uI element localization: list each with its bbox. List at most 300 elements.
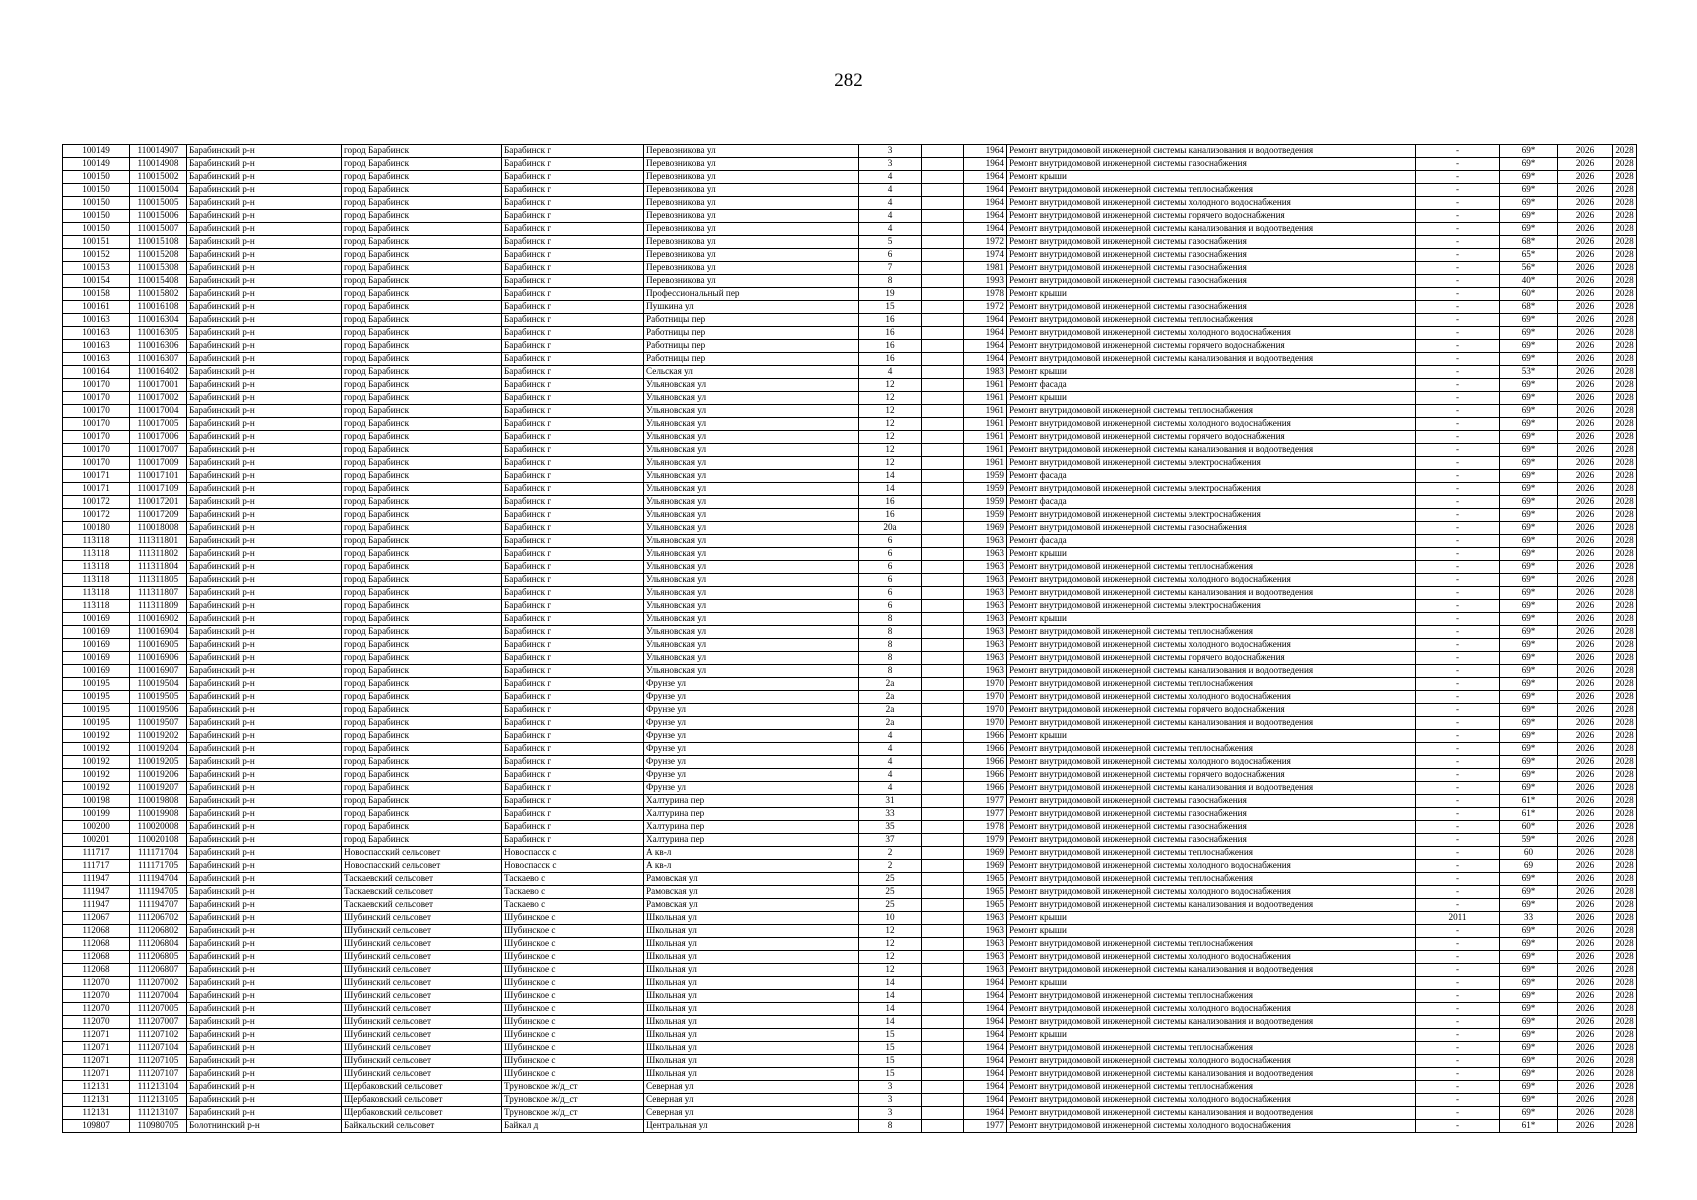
- cell-district: Барабинский р-н: [187, 483, 342, 496]
- cell-plan-start-year: 2026: [1558, 1120, 1613, 1133]
- cell-settlement: Байкал д: [502, 1120, 644, 1133]
- cell-building: [922, 717, 964, 730]
- cell-municipality: Шубинский сельсовет: [342, 1003, 502, 1016]
- cell-last-repair-year: -: [1416, 834, 1500, 847]
- cell-year-built: 1964: [964, 1042, 1007, 1055]
- cell-wear-percent: 61*: [1500, 808, 1558, 821]
- cell-settlement: Барабинск г: [502, 808, 644, 821]
- cell-plan-start-year: 2026: [1558, 1068, 1613, 1081]
- cell-district: Барабинский р-н: [187, 184, 342, 197]
- cell-settlement: Барабинск г: [502, 782, 644, 795]
- cell-settlement: Барабинск г: [502, 431, 644, 444]
- cell-plan-end-year: 2028: [1613, 938, 1637, 951]
- cell-year-built: 1964: [964, 210, 1007, 223]
- cell-wear-percent: 69*: [1500, 886, 1558, 899]
- cell-last-repair-year: -: [1416, 353, 1500, 366]
- cell-wear-percent: 69*: [1500, 678, 1558, 691]
- cell-repair-type: Ремонт внутридомовой инженерной системы холодного водоснабжения: [1007, 1055, 1416, 1068]
- cell-municipality: город Барабинск: [342, 444, 502, 457]
- cell-municipality: город Барабинск: [342, 626, 502, 639]
- cell-municipality: город Барабинск: [342, 379, 502, 392]
- cell-building: [922, 704, 964, 717]
- cell-plan-start-year: 2026: [1558, 444, 1613, 457]
- cell-plan-start-year: 2026: [1558, 691, 1613, 704]
- cell-year-built: 1964: [964, 223, 1007, 236]
- cell-house-number: 12: [859, 431, 922, 444]
- cell-element-code: 110980705: [130, 1120, 187, 1133]
- capital-repair-register-table: [62, 144, 1637, 1133]
- cell-house-id: 100152: [63, 249, 130, 262]
- cell-plan-start-year: 2026: [1558, 717, 1613, 730]
- cell-street: Перевозникова ул: [644, 223, 859, 236]
- cell-last-repair-year: -: [1416, 483, 1500, 496]
- cell-house-id: 113118: [63, 574, 130, 587]
- cell-repair-type: Ремонт внутридомовой инженерной системы холодного водоснабжения: [1007, 418, 1416, 431]
- cell-plan-end-year: 2028: [1613, 730, 1637, 743]
- cell-building: [922, 1042, 964, 1055]
- cell-municipality: Щербаковский сельсовет: [342, 1107, 502, 1120]
- cell-house-number: 35: [859, 821, 922, 834]
- cell-element-code: 110014907: [130, 145, 187, 158]
- cell-wear-percent: 69*: [1500, 951, 1558, 964]
- cell-plan-end-year: 2028: [1613, 314, 1637, 327]
- cell-wear-percent: 69*: [1500, 977, 1558, 990]
- cell-repair-type: Ремонт фасада: [1007, 535, 1416, 548]
- cell-plan-end-year: 2028: [1613, 262, 1637, 275]
- cell-district: Барабинский р-н: [187, 1094, 342, 1107]
- cell-house-id: 111947: [63, 899, 130, 912]
- cell-district: Барабинский р-н: [187, 1107, 342, 1120]
- cell-last-repair-year: -: [1416, 977, 1500, 990]
- cell-year-built: 1964: [964, 1003, 1007, 1016]
- cell-plan-start-year: 2026: [1558, 418, 1613, 431]
- cell-district: Барабинский р-н: [187, 587, 342, 600]
- cell-settlement: Барабинск г: [502, 639, 644, 652]
- table-row: [63, 1120, 1637, 1133]
- cell-year-built: 1963: [964, 665, 1007, 678]
- cell-year-built: 1959: [964, 509, 1007, 522]
- cell-plan-end-year: 2028: [1613, 899, 1637, 912]
- table-row: [63, 340, 1637, 353]
- cell-plan-start-year: 2026: [1558, 964, 1613, 977]
- cell-street: Ульяновская ул: [644, 457, 859, 470]
- cell-plan-end-year: 2028: [1613, 600, 1637, 613]
- cell-year-built: 1964: [964, 327, 1007, 340]
- cell-building: [922, 899, 964, 912]
- cell-plan-end-year: 2028: [1613, 223, 1637, 236]
- table-row: [63, 548, 1637, 561]
- cell-street: Фрунзе ул: [644, 730, 859, 743]
- cell-plan-end-year: 2028: [1613, 691, 1637, 704]
- cell-house-id: 112068: [63, 925, 130, 938]
- cell-house-number: 3: [859, 158, 922, 171]
- cell-element-code: 110019205: [130, 756, 187, 769]
- cell-house-id: 100169: [63, 652, 130, 665]
- cell-street: Перевозникова ул: [644, 262, 859, 275]
- cell-element-code: 111311801: [130, 535, 187, 548]
- cell-house-number: 8: [859, 626, 922, 639]
- cell-district: Барабинский р-н: [187, 652, 342, 665]
- cell-year-built: 1963: [964, 626, 1007, 639]
- cell-house-id: 100153: [63, 262, 130, 275]
- cell-last-repair-year: -: [1416, 678, 1500, 691]
- cell-repair-type: Ремонт внутридомовой инженерной системы теплоснабжения: [1007, 743, 1416, 756]
- table-row: [63, 145, 1637, 158]
- cell-plan-end-year: 2028: [1613, 951, 1637, 964]
- cell-house-number: 2а: [859, 704, 922, 717]
- cell-wear-percent: 69*: [1500, 990, 1558, 1003]
- cell-settlement: Барабинск г: [502, 301, 644, 314]
- cell-municipality: Шубинский сельсовет: [342, 912, 502, 925]
- cell-street: Фрунзе ул: [644, 756, 859, 769]
- cell-house-number: 4: [859, 730, 922, 743]
- cell-street: Фрунзе ул: [644, 704, 859, 717]
- cell-year-built: 1964: [964, 1029, 1007, 1042]
- cell-wear-percent: 69*: [1500, 509, 1558, 522]
- cell-last-repair-year: -: [1416, 223, 1500, 236]
- cell-settlement: Барабинск г: [502, 171, 644, 184]
- cell-repair-type: Ремонт внутридомовой инженерной системы канализования и водоотведения: [1007, 1016, 1416, 1029]
- cell-building: [922, 756, 964, 769]
- cell-wear-percent: 69*: [1500, 340, 1558, 353]
- cell-municipality: город Барабинск: [342, 691, 502, 704]
- cell-municipality: Шубинский сельсовет: [342, 990, 502, 1003]
- cell-street: Школьная ул: [644, 912, 859, 925]
- cell-district: Барабинский р-н: [187, 912, 342, 925]
- cell-building: [922, 535, 964, 548]
- cell-district: Барабинский р-н: [187, 314, 342, 327]
- cell-municipality: город Барабинск: [342, 834, 502, 847]
- cell-house-number: 14: [859, 1016, 922, 1029]
- cell-house-id: 112071: [63, 1029, 130, 1042]
- cell-plan-end-year: 2028: [1613, 236, 1637, 249]
- table-row: [63, 470, 1637, 483]
- cell-year-built: 1961: [964, 457, 1007, 470]
- cell-district: Барабинский р-н: [187, 808, 342, 821]
- cell-year-built: 1964: [964, 1081, 1007, 1094]
- cell-element-code: 111207105: [130, 1055, 187, 1068]
- cell-house-number: 3: [859, 1107, 922, 1120]
- cell-house-number: 15: [859, 301, 922, 314]
- cell-plan-end-year: 2028: [1613, 184, 1637, 197]
- cell-wear-percent: 69*: [1500, 535, 1558, 548]
- cell-settlement: Барабинск г: [502, 353, 644, 366]
- table-row: [63, 314, 1637, 327]
- cell-element-code: 111207007: [130, 1016, 187, 1029]
- table-row: [63, 236, 1637, 249]
- cell-settlement: Шубинское с: [502, 951, 644, 964]
- cell-district: Барабинский р-н: [187, 613, 342, 626]
- cell-plan-start-year: 2026: [1558, 808, 1613, 821]
- cell-settlement: Барабинск г: [502, 392, 644, 405]
- cell-wear-percent: 69*: [1500, 379, 1558, 392]
- cell-plan-start-year: 2026: [1558, 743, 1613, 756]
- cell-last-repair-year: -: [1416, 275, 1500, 288]
- cell-house-number: 15: [859, 1029, 922, 1042]
- cell-street: Ульяновская ул: [644, 574, 859, 587]
- cell-plan-end-year: 2028: [1613, 964, 1637, 977]
- cell-repair-type: Ремонт внутридомовой инженерной системы теплоснабжения: [1007, 938, 1416, 951]
- cell-house-number: 12: [859, 951, 922, 964]
- cell-settlement: Труновское ж/д_ст: [502, 1107, 644, 1120]
- cell-wear-percent: 69*: [1500, 769, 1558, 782]
- cell-building: [922, 262, 964, 275]
- cell-repair-type: Ремонт внутридомовой инженерной системы электроснабжения: [1007, 509, 1416, 522]
- table-row: [63, 938, 1637, 951]
- cell-year-built: 1993: [964, 275, 1007, 288]
- cell-plan-start-year: 2026: [1558, 652, 1613, 665]
- cell-settlement: Барабинск г: [502, 717, 644, 730]
- cell-wear-percent: 69*: [1500, 418, 1558, 431]
- cell-district: Барабинский р-н: [187, 1055, 342, 1068]
- cell-municipality: Шубинский сельсовет: [342, 1029, 502, 1042]
- cell-municipality: город Барабинск: [342, 496, 502, 509]
- cell-district: Барабинский р-н: [187, 730, 342, 743]
- cell-repair-type: Ремонт внутридомовой инженерной системы газоснабжения: [1007, 795, 1416, 808]
- cell-building: [922, 171, 964, 184]
- cell-house-id: 112131: [63, 1107, 130, 1120]
- cell-house-id: 100172: [63, 509, 130, 522]
- cell-repair-type: Ремонт внутридомовой инженерной системы канализования и водоотведения: [1007, 1068, 1416, 1081]
- cell-plan-end-year: 2028: [1613, 418, 1637, 431]
- cell-street: Халтурина пер: [644, 834, 859, 847]
- cell-house-number: 16: [859, 314, 922, 327]
- table-row: [63, 418, 1637, 431]
- cell-municipality: город Барабинск: [342, 561, 502, 574]
- cell-wear-percent: 69*: [1500, 223, 1558, 236]
- cell-house-number: 8: [859, 275, 922, 288]
- cell-settlement: Барабинск г: [502, 418, 644, 431]
- cell-repair-type: Ремонт внутридомовой инженерной системы электроснабжения: [1007, 457, 1416, 470]
- cell-wear-percent: 69*: [1500, 1081, 1558, 1094]
- table-row: [63, 756, 1637, 769]
- cell-plan-end-year: 2028: [1613, 1016, 1637, 1029]
- cell-plan-end-year: 2028: [1613, 470, 1637, 483]
- table-row: [63, 1094, 1637, 1107]
- table-row: [63, 587, 1637, 600]
- cell-street: Работницы пер: [644, 314, 859, 327]
- cell-repair-type: Ремонт внутридомовой инженерной системы холодного водоснабжения: [1007, 951, 1416, 964]
- cell-house-id: 113118: [63, 587, 130, 600]
- table-row: [63, 691, 1637, 704]
- cell-plan-start-year: 2026: [1558, 873, 1613, 886]
- cell-municipality: город Барабинск: [342, 704, 502, 717]
- cell-plan-end-year: 2028: [1613, 743, 1637, 756]
- cell-house-id: 100170: [63, 444, 130, 457]
- cell-district: Барабинский р-н: [187, 1042, 342, 1055]
- cell-wear-percent: 65*: [1500, 249, 1558, 262]
- cell-street: Ульяновская ул: [644, 392, 859, 405]
- cell-street: Фрунзе ул: [644, 769, 859, 782]
- cell-house-number: 19: [859, 288, 922, 301]
- cell-house-number: 16: [859, 353, 922, 366]
- cell-house-number: 2а: [859, 678, 922, 691]
- cell-element-code: 110019207: [130, 782, 187, 795]
- cell-settlement: Барабинск г: [502, 587, 644, 600]
- cell-house-number: 15: [859, 1042, 922, 1055]
- cell-year-built: 1959: [964, 496, 1007, 509]
- cell-year-built: 1969: [964, 522, 1007, 535]
- table-row: [63, 834, 1637, 847]
- cell-element-code: 111194707: [130, 899, 187, 912]
- cell-element-code: 111206804: [130, 938, 187, 951]
- cell-wear-percent: 69*: [1500, 665, 1558, 678]
- table-row: [63, 366, 1637, 379]
- cell-last-repair-year: -: [1416, 938, 1500, 951]
- cell-building: [922, 821, 964, 834]
- cell-wear-percent: 69*: [1500, 587, 1558, 600]
- cell-street: Школьная ул: [644, 1029, 859, 1042]
- cell-year-built: 1963: [964, 951, 1007, 964]
- cell-year-built: 1966: [964, 743, 1007, 756]
- cell-wear-percent: 69*: [1500, 925, 1558, 938]
- cell-settlement: Шубинское с: [502, 964, 644, 977]
- cell-house-number: 4: [859, 223, 922, 236]
- cell-plan-start-year: 2026: [1558, 587, 1613, 600]
- cell-plan-end-year: 2028: [1613, 873, 1637, 886]
- cell-house-number: 12: [859, 964, 922, 977]
- cell-year-built: 1963: [964, 964, 1007, 977]
- cell-repair-type: Ремонт внутридомовой инженерной системы канализования и водоотведения: [1007, 145, 1416, 158]
- cell-plan-end-year: 2028: [1613, 522, 1637, 535]
- cell-plan-start-year: 2026: [1558, 223, 1613, 236]
- cell-last-repair-year: -: [1416, 418, 1500, 431]
- cell-plan-end-year: 2028: [1613, 821, 1637, 834]
- cell-year-built: 1970: [964, 704, 1007, 717]
- cell-element-code: 110016306: [130, 340, 187, 353]
- cell-settlement: Новоспасск с: [502, 847, 644, 860]
- table-row: [63, 769, 1637, 782]
- cell-settlement: Новоспасск с: [502, 860, 644, 873]
- cell-element-code: 110015005: [130, 197, 187, 210]
- cell-last-repair-year: 2011: [1416, 912, 1500, 925]
- cell-repair-type: Ремонт внутридомовой инженерной системы канализования и водоотведения: [1007, 1107, 1416, 1120]
- cell-plan-start-year: 2026: [1558, 470, 1613, 483]
- cell-element-code: 110016402: [130, 366, 187, 379]
- cell-year-built: 1970: [964, 691, 1007, 704]
- cell-year-built: 1977: [964, 1120, 1007, 1133]
- cell-repair-type: Ремонт внутридомовой инженерной системы газоснабжения: [1007, 301, 1416, 314]
- cell-district: Барабинский р-н: [187, 392, 342, 405]
- cell-wear-percent: 53*: [1500, 366, 1558, 379]
- cell-street: Ульяновская ул: [644, 379, 859, 392]
- cell-street: Ульяновская ул: [644, 652, 859, 665]
- cell-wear-percent: 69*: [1500, 743, 1558, 756]
- cell-street: Школьная ул: [644, 951, 859, 964]
- cell-street: Ульяновская ул: [644, 626, 859, 639]
- cell-street: Фрунзе ул: [644, 782, 859, 795]
- cell-last-repair-year: -: [1416, 327, 1500, 340]
- cell-plan-end-year: 2028: [1613, 379, 1637, 392]
- cell-element-code: 110017201: [130, 496, 187, 509]
- cell-street: Перевозникова ул: [644, 197, 859, 210]
- cell-settlement: Труновское ж/д_ст: [502, 1094, 644, 1107]
- cell-plan-start-year: 2026: [1558, 1107, 1613, 1120]
- cell-wear-percent: 69*: [1500, 444, 1558, 457]
- cell-building: [922, 379, 964, 392]
- cell-last-repair-year: -: [1416, 392, 1500, 405]
- cell-plan-start-year: 2026: [1558, 1094, 1613, 1107]
- cell-plan-end-year: 2028: [1613, 210, 1637, 223]
- cell-wear-percent: 61*: [1500, 1120, 1558, 1133]
- cell-plan-start-year: 2026: [1558, 678, 1613, 691]
- cell-year-built: 1963: [964, 548, 1007, 561]
- cell-plan-start-year: 2026: [1558, 288, 1613, 301]
- cell-element-code: 110017005: [130, 418, 187, 431]
- cell-house-number: 12: [859, 379, 922, 392]
- cell-plan-start-year: 2026: [1558, 236, 1613, 249]
- cell-year-built: 1972: [964, 236, 1007, 249]
- cell-element-code: 111207104: [130, 1042, 187, 1055]
- cell-year-built: 1959: [964, 470, 1007, 483]
- cell-last-repair-year: -: [1416, 379, 1500, 392]
- cell-repair-type: Ремонт внутридомовой инженерной системы холодного водоснабжения: [1007, 327, 1416, 340]
- cell-plan-start-year: 2026: [1558, 639, 1613, 652]
- cell-repair-type: Ремонт внутридомовой инженерной системы холодного водоснабжения: [1007, 639, 1416, 652]
- cell-house-id: 100154: [63, 275, 130, 288]
- cell-year-built: 1961: [964, 418, 1007, 431]
- cell-street: Перевозникова ул: [644, 236, 859, 249]
- cell-settlement: Барабинск г: [502, 834, 644, 847]
- table-row: [63, 704, 1637, 717]
- cell-repair-type: Ремонт крыши: [1007, 392, 1416, 405]
- cell-year-built: 1964: [964, 145, 1007, 158]
- cell-plan-end-year: 2028: [1613, 1068, 1637, 1081]
- cell-element-code: 111311809: [130, 600, 187, 613]
- cell-house-id: 112068: [63, 964, 130, 977]
- cell-settlement: Шубинское с: [502, 1029, 644, 1042]
- cell-house-id: 100200: [63, 821, 130, 834]
- cell-last-repair-year: -: [1416, 509, 1500, 522]
- cell-plan-end-year: 2028: [1613, 847, 1637, 860]
- cell-settlement: Барабинск г: [502, 236, 644, 249]
- cell-wear-percent: 69*: [1500, 574, 1558, 587]
- cell-wear-percent: 69*: [1500, 626, 1558, 639]
- cell-settlement: Таскаево с: [502, 899, 644, 912]
- cell-plan-start-year: 2026: [1558, 821, 1613, 834]
- cell-settlement: Барабинск г: [502, 704, 644, 717]
- cell-year-built: 1963: [964, 574, 1007, 587]
- cell-street: Сельская ул: [644, 366, 859, 379]
- cell-house-number: 37: [859, 834, 922, 847]
- cell-plan-end-year: 2028: [1613, 756, 1637, 769]
- cell-element-code: 110016904: [130, 626, 187, 639]
- cell-house-number: 16: [859, 496, 922, 509]
- cell-plan-end-year: 2028: [1613, 509, 1637, 522]
- cell-district: Барабинский р-н: [187, 1003, 342, 1016]
- cell-plan-start-year: 2026: [1558, 210, 1613, 223]
- cell-municipality: город Барабинск: [342, 210, 502, 223]
- cell-plan-end-year: 2028: [1613, 457, 1637, 470]
- cell-repair-type: Ремонт крыши: [1007, 1029, 1416, 1042]
- cell-wear-percent: 69*: [1500, 613, 1558, 626]
- cell-street: Центральная ул: [644, 1120, 859, 1133]
- cell-repair-type: Ремонт внутридомовой инженерной системы канализования и водоотведения: [1007, 782, 1416, 795]
- cell-repair-type: Ремонт крыши: [1007, 613, 1416, 626]
- cell-plan-start-year: 2026: [1558, 912, 1613, 925]
- cell-municipality: город Барабинск: [342, 223, 502, 236]
- table-row: [63, 652, 1637, 665]
- cell-element-code: 111171704: [130, 847, 187, 860]
- cell-municipality: город Барабинск: [342, 314, 502, 327]
- cell-plan-end-year: 2028: [1613, 886, 1637, 899]
- cell-house-id: 112070: [63, 990, 130, 1003]
- cell-year-built: 1961: [964, 379, 1007, 392]
- cell-plan-start-year: 2026: [1558, 145, 1613, 158]
- cell-district: Барабинский р-н: [187, 704, 342, 717]
- cell-wear-percent: 33: [1500, 912, 1558, 925]
- cell-element-code: 110020008: [130, 821, 187, 834]
